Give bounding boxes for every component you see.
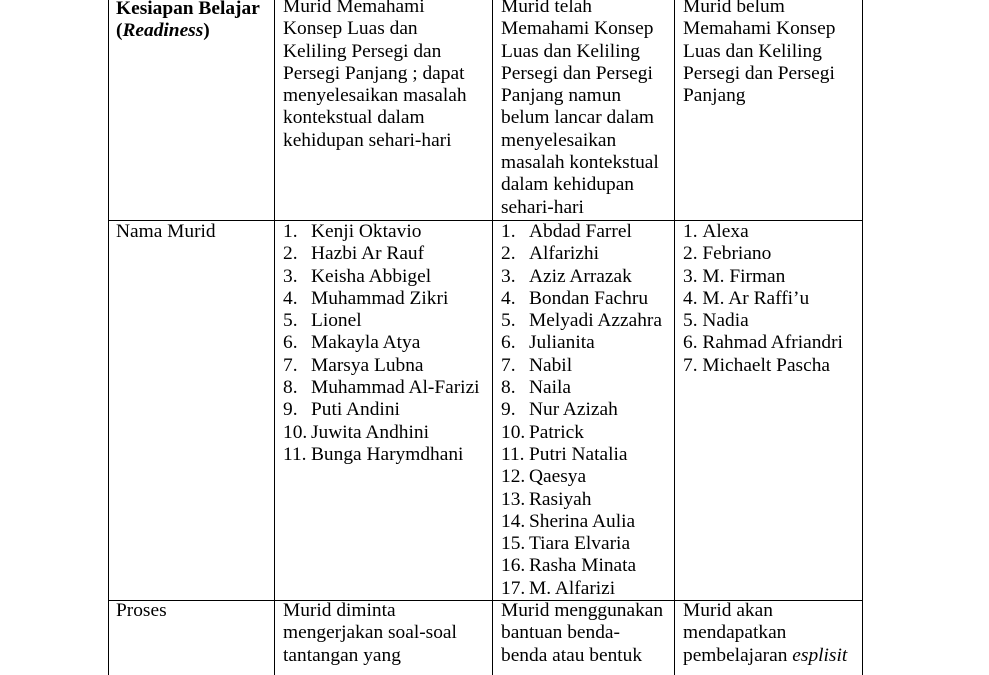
student-list-item xyxy=(683,266,859,288)
text-line: Persegi dan Persegi xyxy=(501,62,653,84)
table-column-divider xyxy=(492,0,493,675)
student-name: Nur Azizah xyxy=(529,399,618,421)
student-list-item xyxy=(283,355,488,377)
list-number: 7. xyxy=(283,354,298,376)
student-name: Naila xyxy=(529,377,571,399)
student-name: Bunga Harymdhani xyxy=(311,443,464,465)
proses-cell-group-3 xyxy=(683,600,859,667)
list-number: 2. xyxy=(283,243,298,265)
student-list-item xyxy=(683,288,859,310)
list-number: 3. xyxy=(283,265,298,287)
list-number: 16. xyxy=(501,555,526,577)
student-list-item xyxy=(283,377,488,399)
student-name: Putri Natalia xyxy=(529,443,628,465)
student-name: Alexa xyxy=(702,221,749,242)
list-number: 4. xyxy=(501,287,516,309)
table-column-divider xyxy=(274,0,275,675)
student-name: Michaelt Pascha xyxy=(702,354,831,376)
text-line: mendapatkan xyxy=(683,622,787,644)
student-name: Hazbi Ar Rauf xyxy=(311,243,425,265)
student-name: Keisha Abbigel xyxy=(311,265,432,287)
row-label-proses xyxy=(116,600,266,622)
list-number: 4. xyxy=(683,287,698,309)
student-list-item xyxy=(501,555,671,577)
text-line: belum lancar dalam xyxy=(501,107,654,129)
student-list-item xyxy=(501,243,671,265)
text-line: kontekstual dalam xyxy=(283,107,425,129)
text-line: Memahami Konsep xyxy=(683,18,836,40)
student-name: Lionel xyxy=(311,310,362,332)
list-number: 3. xyxy=(683,265,698,287)
text-line: Luas dan Keliling xyxy=(683,40,822,62)
text-line: masalah kontekstual xyxy=(501,152,659,174)
student-list-item xyxy=(283,332,488,354)
text-line: Murid Memahami xyxy=(283,0,425,17)
list-number: 5. xyxy=(283,310,298,332)
table-right-border xyxy=(862,0,863,675)
text-line: menyelesaikan xyxy=(501,129,617,151)
student-list-item xyxy=(283,444,488,466)
student-list-item xyxy=(683,310,859,332)
list-number: 7. xyxy=(501,354,516,376)
student-name: Rasiyah xyxy=(529,488,592,510)
student-name: Muhammad Al-Farizi xyxy=(311,377,480,399)
student-name: Muhammad Zikri xyxy=(311,287,449,309)
student-list-item xyxy=(501,377,671,399)
list-number: 10. xyxy=(283,421,308,443)
list-number: 1. xyxy=(501,221,516,242)
row-label-title: Nama Murid xyxy=(116,221,216,242)
student-list-item xyxy=(683,243,859,265)
student-name: Tiara Elvaria xyxy=(529,533,631,555)
student-list-group-1 xyxy=(283,221,488,466)
student-name: Alfarizhi xyxy=(529,243,599,265)
text-segment: pembelajaran xyxy=(683,644,788,666)
text-line: Persegi Panjang ; dapat xyxy=(283,62,465,84)
list-number: 4. xyxy=(283,287,298,309)
student-list-item xyxy=(501,533,671,555)
readiness-cell-group-2 xyxy=(501,0,671,219)
student-name: Puti Andini xyxy=(311,399,400,421)
text-line: tantangan yang xyxy=(283,644,401,666)
student-list-item xyxy=(501,511,671,533)
student-name: Nabil xyxy=(529,354,573,376)
student-list-item xyxy=(501,221,671,243)
student-list-item xyxy=(283,399,488,421)
list-number: 7. xyxy=(683,354,698,376)
list-number: 13. xyxy=(501,488,526,510)
list-number: 15. xyxy=(501,533,526,555)
text-line: Murid akan xyxy=(683,600,773,621)
student-name: Rahmad Afriandri xyxy=(702,332,843,354)
student-list-item xyxy=(501,310,671,332)
student-list-item xyxy=(501,444,671,466)
list-number: 1. xyxy=(683,221,698,242)
student-list-group-2 xyxy=(501,221,671,600)
student-name: Sherina Aulia xyxy=(529,510,636,532)
row-label-readiness xyxy=(116,0,266,43)
list-number: 17. xyxy=(501,577,526,599)
student-name: Juwita Andhini xyxy=(311,421,429,443)
list-number: 11. xyxy=(501,443,525,465)
proses-cell-group-2 xyxy=(501,600,671,667)
row-label-title: Kesiapan Belajar xyxy=(116,0,260,19)
text-line: benda atau bentuk xyxy=(501,644,643,666)
student-list-item xyxy=(283,288,488,310)
list-number: 14. xyxy=(501,510,526,532)
text-line: Luas dan Keliling xyxy=(501,40,640,62)
text-line: Keliling Persegi dan xyxy=(283,40,442,62)
list-number: 11. xyxy=(283,443,307,465)
list-number: 6. xyxy=(683,332,698,354)
text-line: Murid diminta xyxy=(283,600,396,621)
list-number: 1. xyxy=(283,221,298,242)
list-number: 5. xyxy=(683,310,698,332)
list-number: 2. xyxy=(683,243,698,265)
text-line xyxy=(683,645,859,667)
list-number: 9. xyxy=(283,399,298,421)
text-line: mengerjakan soal-soal xyxy=(283,622,457,644)
text-line: Murid telah xyxy=(501,0,593,17)
student-name: Patrick xyxy=(529,421,584,443)
student-list-item xyxy=(501,578,671,600)
student-list-item xyxy=(501,466,671,488)
student-list-group-3 xyxy=(683,221,859,377)
text-line: Persegi dan Persegi xyxy=(683,62,835,84)
student-name: Nadia xyxy=(702,310,749,332)
text-line: Konsep Luas dan xyxy=(283,18,418,40)
text-line: Murid belum xyxy=(683,0,785,17)
student-list-item xyxy=(683,332,859,354)
student-list-item xyxy=(501,355,671,377)
student-list-item xyxy=(283,221,488,243)
student-name: Bondan Fachru xyxy=(529,287,649,309)
readiness-cell-group-1 xyxy=(283,0,488,152)
student-name: Marsya Lubna xyxy=(311,354,424,376)
row-label-subtitle-italic: Readiness xyxy=(122,20,204,42)
student-list-item xyxy=(501,399,671,421)
student-name: M. Firman xyxy=(702,265,786,287)
table-column-divider xyxy=(674,0,675,675)
proses-cell-group-1 xyxy=(283,600,488,667)
student-name: Julianita xyxy=(529,332,595,354)
table-left-border xyxy=(108,0,109,675)
student-list-item xyxy=(283,266,488,288)
list-number: 12. xyxy=(501,466,526,488)
student-name: Rasha Minata xyxy=(529,555,637,577)
student-name: Melyadi Azzahra xyxy=(529,310,662,332)
student-list-item xyxy=(501,266,671,288)
text-line: Memahami Konsep xyxy=(501,18,654,40)
student-list-item xyxy=(283,243,488,265)
student-name: Makayla Atya xyxy=(311,332,421,354)
list-number: 6. xyxy=(501,332,516,354)
student-list-item xyxy=(683,355,859,377)
row-label-subtitle xyxy=(116,20,266,42)
emphasis-text: esplisit xyxy=(792,644,848,666)
student-list-item xyxy=(501,288,671,310)
student-list-item xyxy=(501,332,671,354)
paren-open: ( xyxy=(116,20,123,42)
row-label-nama-murid xyxy=(116,221,266,243)
list-number: 6. xyxy=(283,332,298,354)
student-name: M. Alfarizi xyxy=(529,577,616,599)
student-list-item xyxy=(683,221,859,243)
student-list-item xyxy=(283,422,488,444)
student-name: Aziz Arrazak xyxy=(529,265,632,287)
text-line: Panjang namun xyxy=(501,85,622,107)
student-list-item xyxy=(501,489,671,511)
row-label-title: Proses xyxy=(116,600,167,621)
text-line: kehidupan sehari-hari xyxy=(283,129,452,151)
text-line: sehari-hari xyxy=(501,196,584,218)
list-number: 8. xyxy=(283,377,298,399)
list-number: 10. xyxy=(501,421,526,443)
student-list-item xyxy=(501,422,671,444)
paren-close: ) xyxy=(203,20,210,42)
student-list-item xyxy=(283,310,488,332)
student-name: Abdad Farrel xyxy=(529,221,632,242)
list-number: 9. xyxy=(501,399,516,421)
list-number: 5. xyxy=(501,310,516,332)
text-line: Panjang xyxy=(683,85,746,107)
student-name: Kenji Oktavio xyxy=(311,221,422,242)
list-number: 3. xyxy=(501,265,516,287)
text-line: bantuan benda- xyxy=(501,622,620,644)
readiness-cell-group-3 xyxy=(683,0,859,107)
student-name: Febriano xyxy=(702,243,772,265)
text-line: Murid menggunakan xyxy=(501,600,664,621)
text-line: dalam kehidupan xyxy=(501,174,634,196)
text-line: menyelesaikan masalah xyxy=(283,85,467,107)
student-name: Qaesya xyxy=(529,466,587,488)
student-name: M. Ar Raffi’u xyxy=(702,287,810,309)
list-number: 2. xyxy=(501,243,516,265)
list-number: 8. xyxy=(501,377,516,399)
